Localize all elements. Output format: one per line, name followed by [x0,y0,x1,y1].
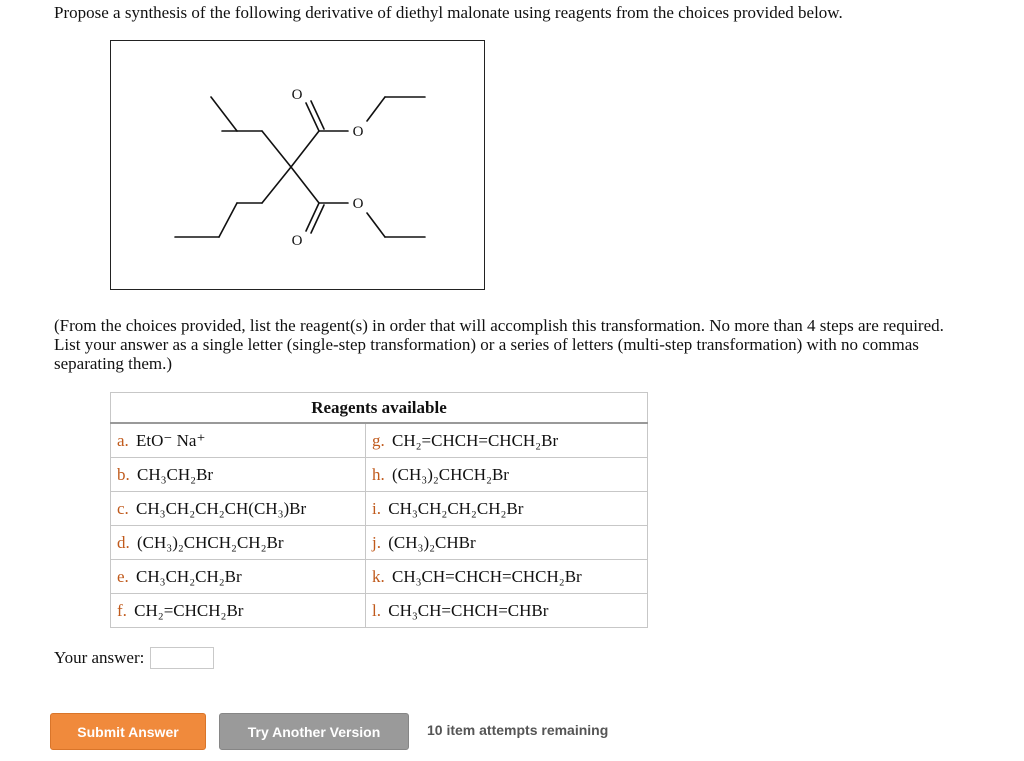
molecule-drawing [111,41,483,288]
answer-input[interactable] [150,647,214,669]
reagent-letter: g. [372,430,385,450]
reagent-letter: a. [117,430,129,450]
reagent-formula: CH₂=CHCH₂Br [134,600,244,620]
reagent-cell [111,526,366,560]
table-row [111,594,648,628]
reagent-letter: h. [372,464,385,484]
reagent-cell [366,526,648,560]
reagent-cell [366,560,648,594]
answer-row [54,647,214,669]
reagent-letter: i. [372,498,381,518]
reagent-cell [366,492,648,526]
reagent-formula: (CH₃)₂CHCH₂CH₂Br [137,532,284,552]
try-another-version-button[interactable]: Try Another Version [219,713,409,750]
ester-oxygen-upper: O [352,124,364,140]
reagent-formula: CH₃CH₂CH₂CH₂Br [388,498,524,518]
reagent-formula: CH₂=CHCH=CHCH₂Br [392,430,559,450]
reagent-letter: f. [117,600,127,620]
reagent-letter: d. [117,532,130,552]
reagents-table [110,392,648,628]
carbonyl-oxygen-upper: O [291,87,303,103]
submit-answer-button[interactable]: Submit Answer [50,713,206,750]
reagent-cell [111,492,366,526]
reagent-cell [366,458,648,492]
reagent-cell [111,423,366,458]
reagent-cell [111,594,366,628]
reagent-letter: j. [372,532,381,552]
answer-label: Your answer: [54,648,145,667]
reagent-formula: CH₃CH=CHCH=CHBr [388,600,549,620]
reagents-header: Reagents available [111,393,648,424]
reagent-formula: EtO⁻ Na⁺ [136,430,206,450]
reagent-formula: (CH₃)₂CHCH₂Br [392,464,509,484]
reagent-letter: k. [372,566,385,586]
reagent-cell [111,458,366,492]
instructions-text: (From the choices provided, list the reagent(s) in order that will accomplish this transformation. No more than 4 steps are required. List your answer as a single letter (single-step transformation) or a series of letters (multi-step transformation) with no commas separating them.) [54,316,944,373]
reagent-cell [111,560,366,594]
reagents-header-row [111,393,648,424]
table-row [111,492,648,526]
reagent-letter: c. [117,498,129,518]
reagent-letter: e. [117,566,129,586]
reagent-letter: l. [372,600,381,620]
reagent-formula: (CH₃)₂CHBr [388,532,476,552]
question-text: Propose a synthesis of the following derivative of diethyl malonate using reagents from the choices provided below. [54,3,843,22]
reagent-formula: CH₃CH₂CH₂CH(CH₃)Br [136,498,307,518]
attempts-remaining-text: 10 item attempts remaining [427,722,609,738]
reagent-letter: b. [117,464,130,484]
ester-oxygen-lower: O [352,196,364,212]
reagent-formula: CH₃CH=CHCH=CHCH₂Br [392,566,582,586]
molecule-structure [110,40,485,290]
reagent-formula: CH₃CH₂CH₂Br [136,566,242,586]
table-row [111,560,648,594]
reagent-cell [366,594,648,628]
reagent-formula: CH₃CH₂Br [137,464,214,484]
table-row [111,458,648,492]
table-row [111,526,648,560]
table-row [111,423,648,458]
reagent-cell [366,423,648,458]
carbonyl-oxygen-lower: O [291,233,303,249]
